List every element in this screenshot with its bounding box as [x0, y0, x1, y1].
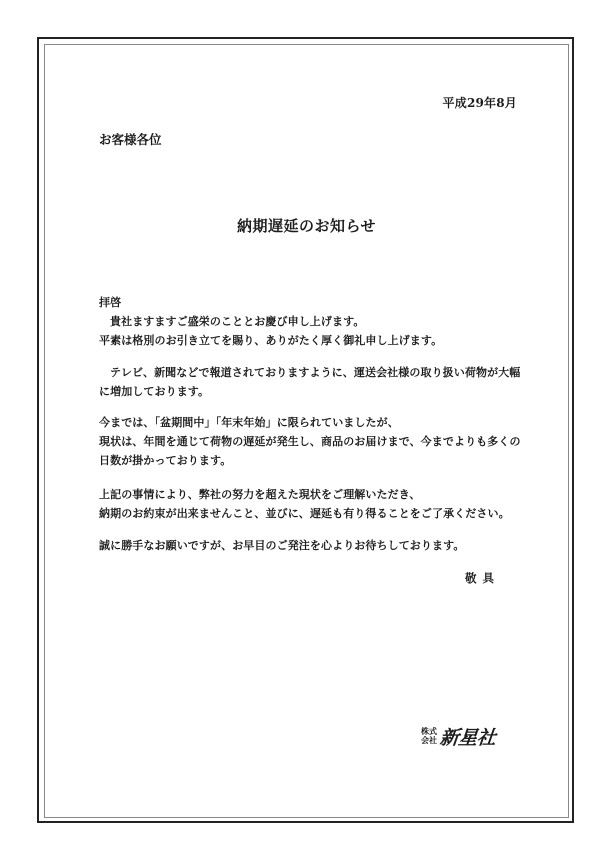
- paragraph-greeting: [99, 312, 539, 350]
- paragraph-line: 貴社ますますご盛栄のこととお慶び申し上げます。: [110, 315, 365, 328]
- company-type-line: 会社: [421, 736, 437, 745]
- company-name: 新星社: [438, 726, 497, 749]
- company-type-label: [421, 727, 437, 745]
- paragraph-request: [99, 536, 539, 555]
- paragraph-line: 上記の事情により、弊社の努力を超えた現状をご理解いただき、: [99, 488, 421, 501]
- company-logo: [421, 724, 496, 748]
- company-type-line: 株式: [421, 727, 437, 736]
- document-date: 平成29年8月: [442, 96, 517, 110]
- paragraph-line: に増加しております。: [99, 385, 210, 398]
- paragraph-line: 誠に勝手なお願いですが、お早目のご発注を心よりお待ちしております。: [99, 539, 465, 552]
- paragraph-line: 現状は、年間を通じて荷物の遅延が発生し、商品のお届けまで、今までよりも多くの: [99, 435, 521, 448]
- paragraph-line: 納期のお約束が出来ませんこと、並びに、遅延も有り得ることをご了承ください。: [99, 507, 510, 520]
- paragraph-line: 平素は格別のお引き立てを賜り、ありがたく厚く御礼申し上げます。: [99, 334, 443, 347]
- paragraph-news: [99, 363, 539, 401]
- paragraph-apology: [99, 485, 539, 523]
- closing-salutation: 敬具: [465, 571, 500, 585]
- paragraph-line: テレビ、新聞などで報道されておりますように、運送会社様の取り扱い荷物が大幅: [110, 366, 521, 379]
- opening-salutation-text: 拝啓: [99, 296, 122, 309]
- document-title: 納期遅延のお知らせ: [236, 217, 377, 235]
- paragraph-situation: [99, 413, 539, 470]
- paragraph-line: 今までは、「盆期間中」「年末年始」に限られていましたが、: [99, 416, 399, 429]
- paragraph-line: 日数が掛かっております。: [99, 454, 232, 467]
- recipient-line: お客様各位: [99, 132, 162, 147]
- opening-salutation: [99, 293, 539, 312]
